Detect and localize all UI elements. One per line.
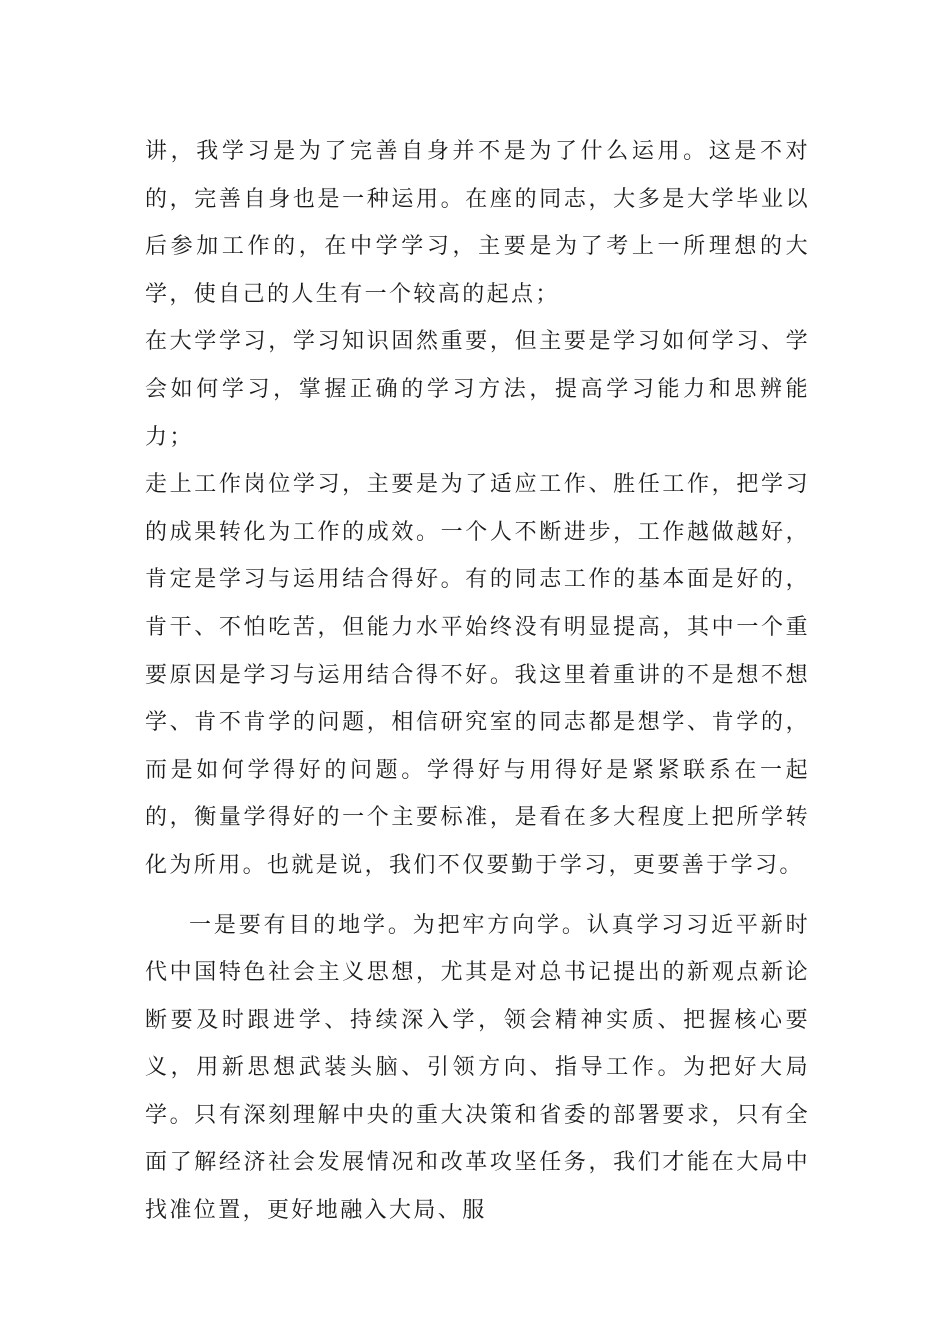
document-body	[145, 128, 810, 1235]
paragraph-4: 一是要有目的地学。为把牢方向学。认真学习习近平新时代中国特色社会主义思想，尤其是对总书记提出的新观点新论断要及时跟进学、持续深入学，领会精神实质、把握核心要义，用新思想武装头脑、引领方向、指导工作。为把好大局学。只有深刻理解中央的重大决策和省委的部署要求，只有全面了解经济社会发展情况和改革攻坚任务，我们才能在大局中找准位置，更好地融入大局、服	[145, 912, 810, 1224]
paragraph-1: 讲，我学习是为了完善自身并不是为了什么运用。这是不对的，完善自身也是一种运用。在座的同志，大多是大学毕业以后参加工作的，在中学学习，主要是为了考上一所理想的大学，使自己的人生有一个较高的起点；	[145, 139, 810, 307]
paragraph-2: 在大学学习，学习知识固然重要，但主要是学习如何学习、学会如何学习，掌握正确的学习方法，提高学习能力和思辨能力；	[145, 329, 810, 450]
paragraph-3: 走上工作岗位学习，主要是为了适应工作、胜任工作，把学习的成果转化为工作的成效。一个人不断进步，工作越做越好，肯定是学习与运用结合得好。有的同志工作的基本面是好的，肯干、不怕吃苦，但能力水平始终没有明显提高，其中一个重要原因是学习与运用结合得不好。我这里着重讲的不是想不想学、肯不肯学的问题，相信研究室的同志都是想学、肯学的，而是如何学得好的问题。学得好与用得好是紧紧联系在一起的，衡量学得好的一个主要标准，是看在多大程度上把所学转化为所用。也就是说，我们不仅要勤于学习，更要善于学习。	[145, 472, 810, 878]
